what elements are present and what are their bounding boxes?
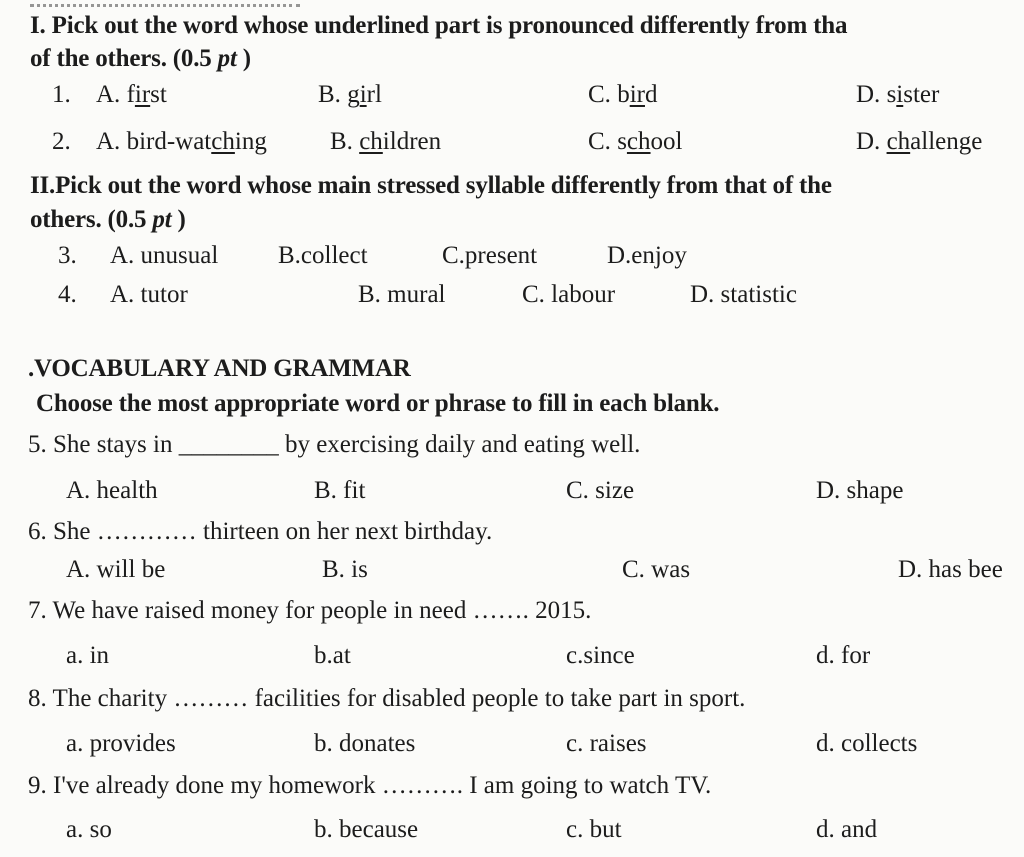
option-c: c.since xyxy=(566,642,635,669)
option-d: D. statistic xyxy=(690,281,797,308)
option-d: D.enjoy xyxy=(607,242,687,269)
option-c: c. raises xyxy=(566,730,647,757)
option-b: B. mural xyxy=(358,281,446,308)
option-d: D. sister xyxy=(856,81,940,108)
option-b: B. fit xyxy=(314,477,366,504)
section1-heading-line1: I. Pick out the word whose underlined part is pronounced differently from tha xyxy=(30,12,848,39)
question-number: 1. xyxy=(52,81,71,108)
question-stem: 8. The charity ……… facilities for disabled people to take part in sport. xyxy=(28,685,746,712)
option-a: A. health xyxy=(66,477,158,504)
option-a: a. provides xyxy=(66,730,176,757)
option-b: B.collect xyxy=(278,242,368,269)
question-stem: 5. She stays in ________ by exercising daily and eating well. xyxy=(28,431,641,458)
option-a: A. will be xyxy=(66,556,166,583)
option-a: A. tutor xyxy=(110,281,188,308)
option-c: C. bird xyxy=(588,81,658,108)
option-d: d. for xyxy=(816,642,871,669)
option-c: c. but xyxy=(566,816,622,843)
option-b: B. children xyxy=(330,128,442,155)
question-number: 3. xyxy=(58,242,77,269)
option-d: D. challenge xyxy=(856,128,983,155)
option-b: B. girl xyxy=(318,81,382,108)
option-c: C. labour xyxy=(522,281,616,308)
section2-heading-line1: II.Pick out the word whose main stressed syllable differently from that of the xyxy=(30,172,832,199)
option-a: a. so xyxy=(66,816,112,843)
vocabulary-grammar-title: .VOCABULARY AND GRAMMAR xyxy=(28,355,411,382)
option-c: C. size xyxy=(566,477,635,504)
question-stem: 7. We have raised money for people in need ……. 2015. xyxy=(28,597,592,624)
section2-heading-line2: others. (0.5 pt ) xyxy=(30,206,186,233)
question-number: 2. xyxy=(52,128,71,155)
vocabulary-instruction: Choose the most appropriate word or phrase to fill in each blank. xyxy=(36,390,720,417)
option-d: d. and xyxy=(816,816,878,843)
section1-heading-line2: of the others. (0.5 pt ) xyxy=(30,45,251,72)
option-c: C. was xyxy=(622,556,691,583)
option-c: C.present xyxy=(442,242,538,269)
question-stem: 9. I've already done my homework ………. I am going to watch TV. xyxy=(28,772,712,799)
option-b: b. because xyxy=(314,816,419,843)
option-b: B. is xyxy=(322,556,368,583)
option-a: A. first xyxy=(96,81,167,108)
cropped-top-text-fragment xyxy=(30,0,300,7)
option-d: D. shape xyxy=(816,477,904,504)
option-c: C. school xyxy=(588,128,683,155)
option-a: A. bird-watching xyxy=(96,128,267,155)
question-stem: 6. She ………… thirteen on her next birthday. xyxy=(28,518,493,545)
option-a: a. in xyxy=(66,642,110,669)
option-d: d. collects xyxy=(816,730,918,757)
option-a: A. unusual xyxy=(110,242,219,269)
question-number: 4. xyxy=(58,281,77,308)
option-d: D. has bee xyxy=(898,556,1003,583)
option-b: b.at xyxy=(314,642,351,669)
option-b: b. donates xyxy=(314,730,416,757)
